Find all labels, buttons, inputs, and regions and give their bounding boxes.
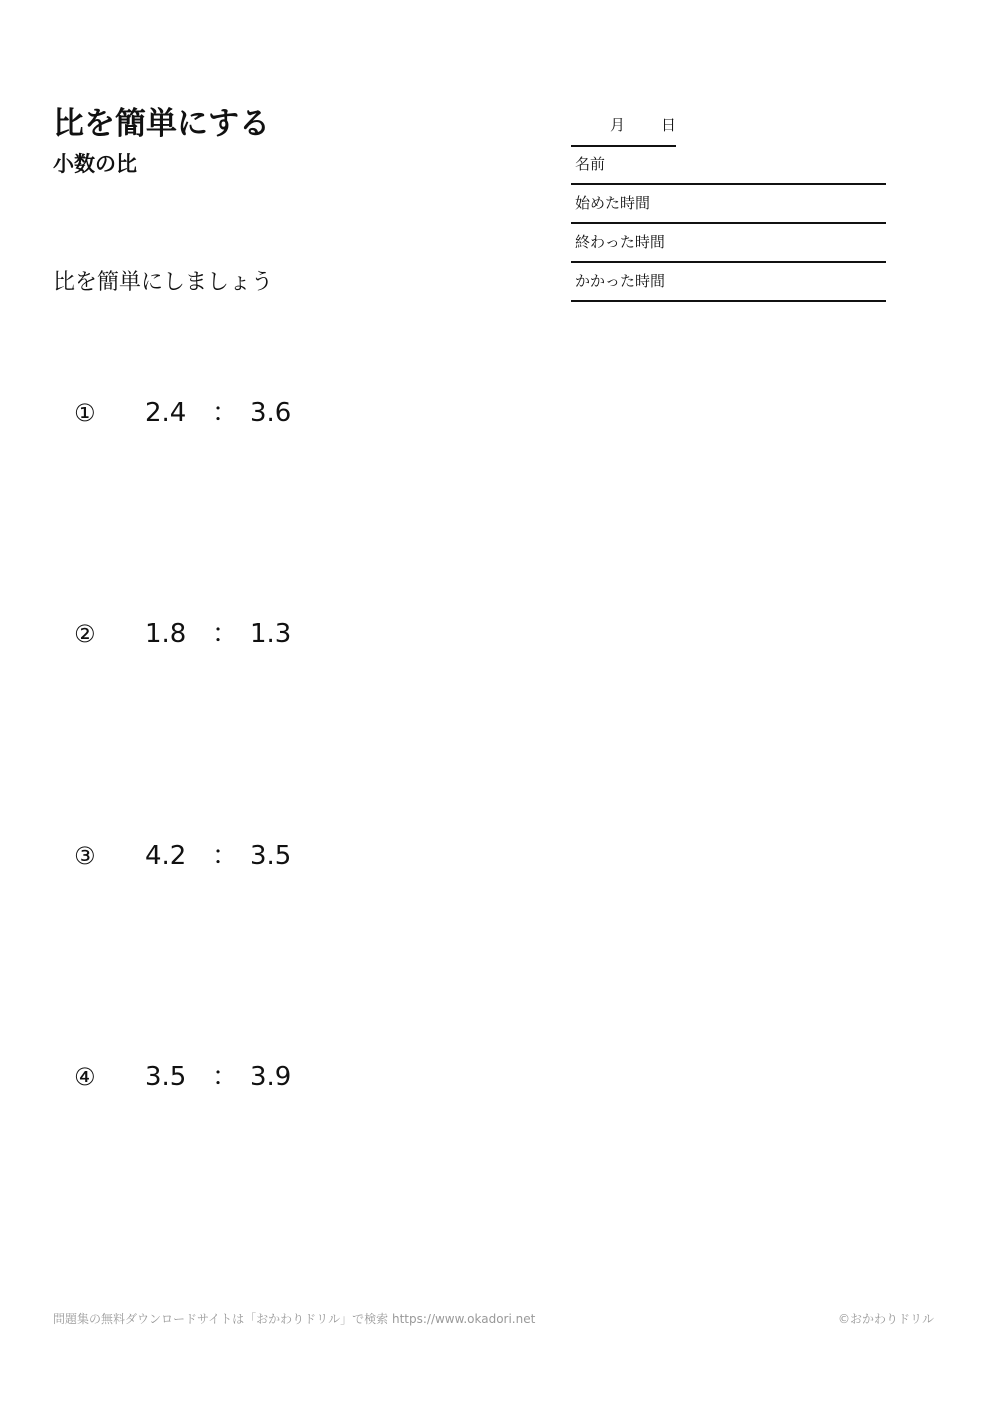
problem-number: ① — [74, 399, 96, 427]
instruction-text: 比を簡単にしましょう — [53, 270, 274, 295]
problem-number: ④ — [74, 1063, 96, 1091]
elapsed-time-field — [571, 263, 886, 302]
name-field — [571, 146, 886, 185]
ratio-right-value: 3.9 — [250, 1062, 292, 1092]
ratio-left-value: 1.8 — [145, 619, 187, 649]
month-label: 月 — [610, 116, 626, 134]
footer-copyright: ©おかわりドリル — [837, 1312, 934, 1326]
problem-1 — [0, 393, 400, 433]
start-time-field — [571, 185, 886, 224]
ratio-separator: ： — [212, 1062, 239, 1092]
worksheet-subtitle: 小数の比 — [53, 152, 137, 176]
end-time-label: 終わった時間 — [575, 233, 665, 251]
ratio-right-value: 3.5 — [250, 841, 292, 871]
problem-2 — [0, 614, 400, 654]
date-field — [571, 111, 676, 147]
problem-number: ③ — [74, 842, 96, 870]
ratio-separator: ： — [212, 841, 239, 871]
ratio-separator: ： — [212, 619, 239, 649]
ratio-left-value: 2.4 — [145, 398, 187, 428]
ratio-right-value: 1.3 — [250, 619, 292, 649]
footer-download-note: 問題集の無料ダウンロードサイトは「おかわりドリル」で検索 https://www.okadori.net — [53, 1312, 536, 1326]
end-time-field — [571, 224, 886, 263]
problem-4 — [0, 1057, 400, 1097]
start-time-label: 始めた時間 — [575, 194, 651, 212]
name-label: 名前 — [575, 155, 606, 173]
ratio-left-value: 3.5 — [145, 1062, 187, 1092]
elapsed-time-label: かかった時間 — [575, 272, 666, 290]
ratio-separator: ： — [212, 398, 239, 428]
ratio-left-value: 4.2 — [145, 841, 187, 871]
ratio-right-value: 3.6 — [250, 398, 292, 428]
problem-3 — [0, 836, 400, 876]
worksheet-title: 比を簡単にする — [53, 106, 270, 142]
day-label: 日 — [661, 116, 677, 134]
problem-number: ② — [74, 620, 96, 648]
